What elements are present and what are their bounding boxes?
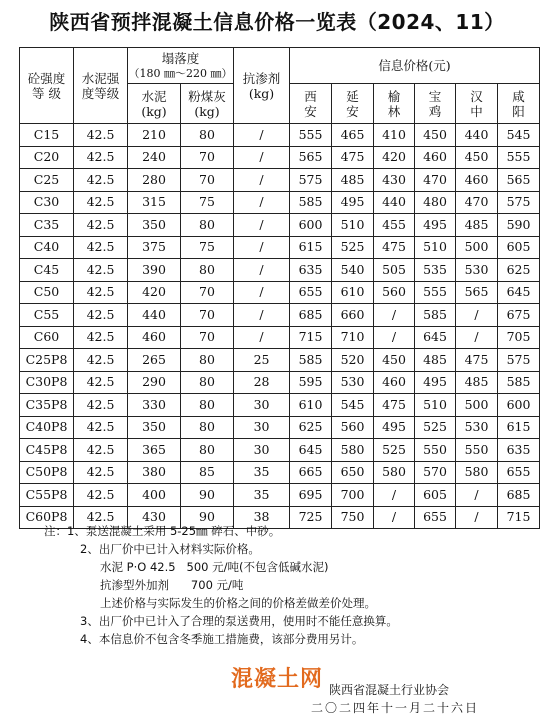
cell-cement-grade: 42.5 bbox=[74, 371, 128, 394]
cell-price-xianyang: 605 bbox=[498, 236, 540, 259]
cell-antiseepage: / bbox=[234, 304, 290, 327]
header-city-yanan: 延 安 bbox=[332, 84, 374, 124]
page-title: 陕西省预拌混凝土信息价格一览表（2024、11） bbox=[49, 10, 505, 34]
cell-cement-grade: 42.5 bbox=[74, 259, 128, 282]
cell-price-hanzhong: 550 bbox=[456, 439, 498, 462]
cell-price-yanan: 485 bbox=[332, 169, 374, 192]
cell-grade: C15 bbox=[20, 124, 74, 147]
cell-price-xianyang: 645 bbox=[498, 281, 540, 304]
table-row bbox=[20, 191, 540, 214]
note-2: 2、出厂价中已计入材料实际价格。 bbox=[80, 542, 260, 556]
notes bbox=[44, 522, 544, 648]
cell-cement: 265 bbox=[128, 349, 181, 372]
cell-grade: C45 bbox=[20, 259, 74, 282]
cell-price-baoji: 495 bbox=[415, 214, 456, 237]
cell-price-xianyang: 635 bbox=[498, 439, 540, 462]
cell-price-hanzhong: 460 bbox=[456, 169, 498, 192]
cell-cement-grade: 42.5 bbox=[74, 416, 128, 439]
cell-cement: 420 bbox=[128, 281, 181, 304]
cell-cement-grade: 42.5 bbox=[74, 461, 128, 484]
cell-price-yulin: / bbox=[374, 326, 415, 349]
cell-price-yulin: 505 bbox=[374, 259, 415, 282]
cell-price-hanzhong: 565 bbox=[456, 281, 498, 304]
cell-flyash: 75 bbox=[181, 191, 234, 214]
cell-cement: 365 bbox=[128, 439, 181, 462]
cell-cement-grade: 42.5 bbox=[74, 169, 128, 192]
cell-price-hanzhong: 500 bbox=[456, 394, 498, 417]
cell-cement: 430 bbox=[128, 506, 181, 529]
cell-price-xian: 685 bbox=[290, 304, 332, 327]
cell-price-yulin: 475 bbox=[374, 236, 415, 259]
cell-price-xian: 610 bbox=[290, 394, 332, 417]
cell-cement: 380 bbox=[128, 461, 181, 484]
table-row bbox=[20, 281, 540, 304]
cell-price-yanan: 520 bbox=[332, 349, 374, 372]
cell-price-yanan: 650 bbox=[332, 461, 374, 484]
cell-price-yanan: 710 bbox=[332, 326, 374, 349]
cell-price-xianyang: 545 bbox=[498, 124, 540, 147]
cell-price-yulin: 430 bbox=[374, 169, 415, 192]
cell-price-xian: 575 bbox=[290, 169, 332, 192]
cell-price-baoji: 555 bbox=[415, 281, 456, 304]
cell-grade: C30P8 bbox=[20, 371, 74, 394]
cell-price-yulin: 475 bbox=[374, 394, 415, 417]
cell-price-hanzhong: / bbox=[456, 304, 498, 327]
cell-grade: C40 bbox=[20, 236, 74, 259]
cell-grade: C50 bbox=[20, 281, 74, 304]
cell-cement-grade: 42.5 bbox=[74, 281, 128, 304]
table-row bbox=[20, 124, 540, 147]
cell-price-xian: 565 bbox=[290, 146, 332, 169]
cell-price-xian: 715 bbox=[290, 326, 332, 349]
cell-price-yulin: 560 bbox=[374, 281, 415, 304]
cell-price-yanan: 610 bbox=[332, 281, 374, 304]
cell-flyash: 90 bbox=[181, 484, 234, 507]
table-row bbox=[20, 461, 540, 484]
table-row bbox=[20, 304, 540, 327]
cell-price-xianyang: 625 bbox=[498, 259, 540, 282]
cell-antiseepage: 30 bbox=[234, 439, 290, 462]
cell-price-yulin: / bbox=[374, 506, 415, 529]
cell-flyash: 70 bbox=[181, 304, 234, 327]
cell-price-baoji: 510 bbox=[415, 236, 456, 259]
cell-flyash: 80 bbox=[181, 416, 234, 439]
cell-cement-grade: 42.5 bbox=[74, 326, 128, 349]
cell-price-baoji: 570 bbox=[415, 461, 456, 484]
header-slump bbox=[128, 48, 234, 84]
note-2-cement: 水泥 P·O 42.5 500 元/吨(不包含低碱水泥) bbox=[100, 560, 329, 574]
cell-cement-grade: 42.5 bbox=[74, 484, 128, 507]
cell-flyash: 80 bbox=[181, 124, 234, 147]
cell-price-xian: 600 bbox=[290, 214, 332, 237]
table-row bbox=[20, 214, 540, 237]
cell-price-baoji: 585 bbox=[415, 304, 456, 327]
note-4: 4、本信息价不包含冬季施工措施费，该部分费用另计。 bbox=[80, 632, 364, 646]
cell-cement: 400 bbox=[128, 484, 181, 507]
table-row bbox=[20, 416, 540, 439]
cell-price-hanzhong: 500 bbox=[456, 236, 498, 259]
cell-cement-grade: 42.5 bbox=[74, 349, 128, 372]
issue-date: 二〇二四年十一月二十六日 bbox=[311, 701, 480, 715]
table-row bbox=[20, 146, 540, 169]
cell-price-yanan: 660 bbox=[332, 304, 374, 327]
cell-price-hanzhong: / bbox=[456, 484, 498, 507]
cell-price-yanan: 560 bbox=[332, 416, 374, 439]
cell-grade: C40P8 bbox=[20, 416, 74, 439]
cell-price-xian: 625 bbox=[290, 416, 332, 439]
cell-flyash: 90 bbox=[181, 506, 234, 529]
cell-cement: 240 bbox=[128, 146, 181, 169]
cell-price-xianyang: 575 bbox=[498, 349, 540, 372]
cell-antiseepage: / bbox=[234, 146, 290, 169]
price-table bbox=[19, 47, 540, 529]
cell-grade: C30 bbox=[20, 191, 74, 214]
slump-label: 塌落度 bbox=[161, 50, 200, 66]
cell-cement: 280 bbox=[128, 169, 181, 192]
cell-price-xian: 655 bbox=[290, 281, 332, 304]
cell-price-yanan: 700 bbox=[332, 484, 374, 507]
cell-flyash: 70 bbox=[181, 169, 234, 192]
cell-price-hanzhong: / bbox=[456, 326, 498, 349]
cell-grade: C45P8 bbox=[20, 439, 74, 462]
cell-antiseepage: / bbox=[234, 169, 290, 192]
cell-price-xian: 595 bbox=[290, 371, 332, 394]
table-row bbox=[20, 484, 540, 507]
cell-price-yulin: 495 bbox=[374, 416, 415, 439]
cell-price-yanan: 510 bbox=[332, 214, 374, 237]
cell-cement: 350 bbox=[128, 416, 181, 439]
cell-price-xian: 635 bbox=[290, 259, 332, 282]
cell-price-yulin: 455 bbox=[374, 214, 415, 237]
table-row bbox=[20, 439, 540, 462]
cell-antiseepage: / bbox=[234, 214, 290, 237]
cell-antiseepage: 38 bbox=[234, 506, 290, 529]
cell-price-hanzhong: 475 bbox=[456, 349, 498, 372]
cell-grade: C25 bbox=[20, 169, 74, 192]
cell-cement-grade: 42.5 bbox=[74, 506, 128, 529]
header-city-xianyang: 咸 阳 bbox=[498, 84, 540, 124]
cell-price-hanzhong: 440 bbox=[456, 124, 498, 147]
cell-price-yulin: 525 bbox=[374, 439, 415, 462]
cell-price-baoji: 550 bbox=[415, 439, 456, 462]
cell-price-hanzhong: 530 bbox=[456, 259, 498, 282]
cell-price-yulin: 450 bbox=[374, 349, 415, 372]
cell-price-hanzhong: 485 bbox=[456, 371, 498, 394]
cell-price-hanzhong: 450 bbox=[456, 146, 498, 169]
table-row bbox=[20, 169, 540, 192]
cell-price-baoji: 470 bbox=[415, 169, 456, 192]
note-2-diff: 上述价格与实际发生的价格之间的价格差做差价处理。 bbox=[100, 596, 376, 610]
cell-cement: 390 bbox=[128, 259, 181, 282]
cell-price-baoji: 485 bbox=[415, 349, 456, 372]
cell-price-baoji: 605 bbox=[415, 484, 456, 507]
cell-cement-grade: 42.5 bbox=[74, 214, 128, 237]
table-row bbox=[20, 349, 540, 372]
cell-price-yulin: / bbox=[374, 484, 415, 507]
cell-cement: 210 bbox=[128, 124, 181, 147]
header-cement: 水泥 (kg) bbox=[128, 84, 181, 124]
cell-price-yanan: 580 bbox=[332, 439, 374, 462]
cell-price-xianyang: 565 bbox=[498, 169, 540, 192]
cell-antiseepage: 25 bbox=[234, 349, 290, 372]
table-row bbox=[20, 394, 540, 417]
watermark-logo: 混凝土网 bbox=[231, 667, 324, 692]
cell-price-hanzhong: 580 bbox=[456, 461, 498, 484]
cell-price-xian: 665 bbox=[290, 461, 332, 484]
cell-cement-grade: 42.5 bbox=[74, 124, 128, 147]
cell-price-yanan: 525 bbox=[332, 236, 374, 259]
cell-price-xian: 645 bbox=[290, 439, 332, 462]
cell-grade: C60P8 bbox=[20, 506, 74, 529]
cell-grade: C55P8 bbox=[20, 484, 74, 507]
cell-cement: 350 bbox=[128, 214, 181, 237]
cell-price-yulin: 460 bbox=[374, 371, 415, 394]
note-2-admixture: 抗渗型外加剂 700 元/吨 bbox=[100, 578, 244, 592]
cell-price-yanan: 750 bbox=[332, 506, 374, 529]
cell-antiseepage: 30 bbox=[234, 394, 290, 417]
cell-flyash: 80 bbox=[181, 259, 234, 282]
cell-price-xianyang: 715 bbox=[498, 506, 540, 529]
cell-flyash: 70 bbox=[181, 146, 234, 169]
cell-flyash: 70 bbox=[181, 281, 234, 304]
cell-antiseepage: 28 bbox=[234, 371, 290, 394]
cell-flyash: 80 bbox=[181, 214, 234, 237]
table-row bbox=[20, 259, 540, 282]
issuer-org: 陕西省混凝土行业协会 bbox=[329, 683, 450, 697]
cell-flyash: 80 bbox=[181, 371, 234, 394]
cell-price-yanan: 475 bbox=[332, 146, 374, 169]
cell-price-baoji: 450 bbox=[415, 124, 456, 147]
cell-price-yulin: 580 bbox=[374, 461, 415, 484]
cell-price-yanan: 540 bbox=[332, 259, 374, 282]
cell-grade: C60 bbox=[20, 326, 74, 349]
cell-antiseepage: 35 bbox=[234, 484, 290, 507]
cell-cement-grade: 42.5 bbox=[74, 439, 128, 462]
cell-price-baoji: 535 bbox=[415, 259, 456, 282]
cell-cement: 330 bbox=[128, 394, 181, 417]
header-city-yulin: 榆 林 bbox=[374, 84, 415, 124]
header-price-group: 信息价格(元) bbox=[290, 48, 540, 84]
cell-price-yanan: 495 bbox=[332, 191, 374, 214]
cell-price-yulin: 440 bbox=[374, 191, 415, 214]
cell-flyash: 80 bbox=[181, 439, 234, 462]
cell-price-xianyang: 615 bbox=[498, 416, 540, 439]
cell-price-yanan: 545 bbox=[332, 394, 374, 417]
cell-price-xian: 615 bbox=[290, 236, 332, 259]
cell-cement: 440 bbox=[128, 304, 181, 327]
cell-antiseepage: / bbox=[234, 326, 290, 349]
cell-cement: 460 bbox=[128, 326, 181, 349]
cell-price-yanan: 530 bbox=[332, 371, 374, 394]
cell-price-yulin: 420 bbox=[374, 146, 415, 169]
cell-price-baoji: 655 bbox=[415, 506, 456, 529]
cell-antiseepage: / bbox=[234, 281, 290, 304]
cell-grade: C20 bbox=[20, 146, 74, 169]
cell-antiseepage: / bbox=[234, 191, 290, 214]
cell-price-baoji: 460 bbox=[415, 146, 456, 169]
cell-price-xian: 585 bbox=[290, 349, 332, 372]
cell-cement: 375 bbox=[128, 236, 181, 259]
cell-price-yanan: 465 bbox=[332, 124, 374, 147]
cell-price-baoji: 525 bbox=[415, 416, 456, 439]
cell-price-hanzhong: / bbox=[456, 506, 498, 529]
cell-antiseepage: / bbox=[234, 236, 290, 259]
cell-cement-grade: 42.5 bbox=[74, 394, 128, 417]
cell-antiseepage: / bbox=[234, 124, 290, 147]
cell-price-yulin: / bbox=[374, 304, 415, 327]
cell-price-xianyang: 585 bbox=[498, 371, 540, 394]
cell-grade: C35P8 bbox=[20, 394, 74, 417]
header-antiseepage: 抗渗剂 (kg) bbox=[234, 48, 290, 124]
cell-flyash: 85 bbox=[181, 461, 234, 484]
cell-price-xianyang: 575 bbox=[498, 191, 540, 214]
cell-price-baoji: 495 bbox=[415, 371, 456, 394]
slump-range: （180 ㎜～220 ㎜） bbox=[128, 66, 233, 80]
cell-price-xianyang: 675 bbox=[498, 304, 540, 327]
header-flyash: 粉煤灰 (kg) bbox=[181, 84, 234, 124]
cell-price-xianyang: 685 bbox=[498, 484, 540, 507]
cell-cement-grade: 42.5 bbox=[74, 191, 128, 214]
cell-price-hanzhong: 470 bbox=[456, 191, 498, 214]
cell-grade: C50P8 bbox=[20, 461, 74, 484]
cell-cement: 315 bbox=[128, 191, 181, 214]
cell-flyash: 80 bbox=[181, 349, 234, 372]
cell-cement: 290 bbox=[128, 371, 181, 394]
note-3: 3、出厂价中已计入了合理的泵送费用，使用时不能任意换算。 bbox=[80, 614, 398, 628]
cell-grade: C25P8 bbox=[20, 349, 74, 372]
cell-price-xian: 725 bbox=[290, 506, 332, 529]
cell-price-yulin: 410 bbox=[374, 124, 415, 147]
cell-antiseepage: 35 bbox=[234, 461, 290, 484]
cell-grade: C55 bbox=[20, 304, 74, 327]
cell-flyash: 80 bbox=[181, 394, 234, 417]
cell-price-xianyang: 590 bbox=[498, 214, 540, 237]
cell-cement-grade: 42.5 bbox=[74, 146, 128, 169]
cell-antiseepage: / bbox=[234, 259, 290, 282]
cell-price-xianyang: 600 bbox=[498, 394, 540, 417]
cell-price-xianyang: 705 bbox=[498, 326, 540, 349]
cell-price-baoji: 645 bbox=[415, 326, 456, 349]
note-1: 注：1、泵送混凝土采用 5-25㎜ 碎石、中砂。 bbox=[44, 524, 281, 538]
table-row bbox=[20, 371, 540, 394]
table-row bbox=[20, 326, 540, 349]
cell-price-xianyang: 655 bbox=[498, 461, 540, 484]
cell-price-hanzhong: 530 bbox=[456, 416, 498, 439]
cell-flyash: 75 bbox=[181, 236, 234, 259]
cell-flyash: 70 bbox=[181, 326, 234, 349]
header-cement-grade: 水泥强 度等级 bbox=[74, 48, 128, 124]
cell-price-xianyang: 555 bbox=[498, 146, 540, 169]
table-row bbox=[20, 236, 540, 259]
cell-price-baoji: 480 bbox=[415, 191, 456, 214]
header-city-hanzhong: 汉 中 bbox=[456, 84, 498, 124]
header-city-xian: 西 安 bbox=[290, 84, 332, 124]
cell-price-hanzhong: 485 bbox=[456, 214, 498, 237]
cell-price-baoji: 510 bbox=[415, 394, 456, 417]
cell-grade: C35 bbox=[20, 214, 74, 237]
cell-price-xian: 585 bbox=[290, 191, 332, 214]
cell-price-xian: 555 bbox=[290, 124, 332, 147]
cell-antiseepage: 30 bbox=[234, 416, 290, 439]
cell-cement-grade: 42.5 bbox=[74, 304, 128, 327]
cell-cement-grade: 42.5 bbox=[74, 236, 128, 259]
header-city-baoji: 宝 鸡 bbox=[415, 84, 456, 124]
cell-price-xian: 695 bbox=[290, 484, 332, 507]
header-grade: 砼强度 等 级 bbox=[20, 48, 74, 124]
